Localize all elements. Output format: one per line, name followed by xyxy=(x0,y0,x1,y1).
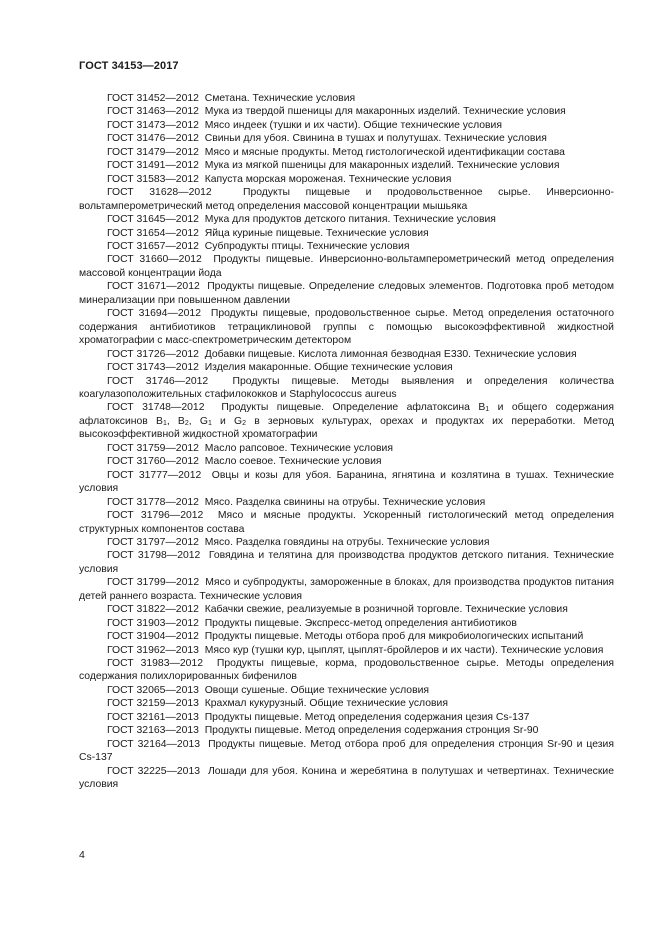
list-item xyxy=(79,697,614,710)
standard-code: ГОСТ 31583—2012 xyxy=(107,173,199,185)
standard-code: ГОСТ 31777—2012 xyxy=(107,469,202,481)
standard-title: Продукты пищевые. Определение афлатоксина $B_1$ и общего содержания афлатоксинов $B_1$, $B_2$, $G_1$ и $G_2$ в зерновых культурах, орехах и продуктах их переработки. Метод высокоэффективной жидкостной хроматографии xyxy=(79,402,614,441)
standard-title: Продукты пищевые и продовольственное сырье. Инверсионно-вольтамперометрический метод определения массовой концентрации мышьяка xyxy=(79,187,614,212)
standard-title: Мясо индеек (тушки и их части). Общие технические условия xyxy=(204,119,502,131)
list-item xyxy=(79,724,614,737)
list-item xyxy=(79,361,614,374)
list-item xyxy=(79,536,614,549)
list-item xyxy=(79,105,614,118)
standard-code: ГОСТ 31628—2012 xyxy=(107,187,212,199)
standard-code: ГОСТ 31797—2012 xyxy=(107,536,199,548)
page-number: 4 xyxy=(79,849,85,861)
standard-code: ГОСТ 31660—2012 xyxy=(107,254,202,266)
standard-title: Продукты пищевые. Методы выявления и определения количества коагулазоположительных стафилококков и Staphylococcus aureus xyxy=(79,375,615,400)
list-item xyxy=(79,173,614,186)
list-item xyxy=(79,455,614,468)
list-item xyxy=(79,146,614,159)
standard-title: Крахмал кукурузный. Общие технические условия xyxy=(204,698,448,710)
document-header: ГОСТ 34153—2017 xyxy=(79,60,179,72)
list-item xyxy=(79,159,614,172)
standard-code: ГОСТ 31473—2012 xyxy=(107,119,199,131)
standard-code: ГОСТ 31654—2012 xyxy=(107,227,199,239)
standard-code: ГОСТ 31463—2012 xyxy=(107,106,199,118)
list-item xyxy=(79,253,614,280)
standard-title: Кабачки свежие, реализуемые в розничной торговле. Технические условия xyxy=(204,604,568,616)
standard-title: Мука для продуктов детского питания. Технические условия xyxy=(204,214,496,226)
list-item xyxy=(79,711,614,724)
list-item xyxy=(79,603,614,616)
list-item xyxy=(79,227,614,240)
standard-code: ГОСТ 31904—2012 xyxy=(107,631,199,643)
standard-code: ГОСТ 31760—2012 xyxy=(107,456,199,468)
standard-code: ГОСТ 31452—2012 xyxy=(107,93,199,104)
standard-title: Продукты пищевые. Метод отбора проб для определения стронция Sr-90 и цезия Cs-137 xyxy=(79,738,614,764)
standard-code: ГОСТ 31796—2012 xyxy=(107,510,204,522)
standard-title: Продукты пищевые, корма, продовольственное сырье. Методы определения содержания полихлорированных бифенилов xyxy=(79,658,615,683)
list-item xyxy=(79,644,614,657)
standard-title: Мясо. Разделка говядины на отрубы. Технические условия xyxy=(204,536,490,548)
list-item xyxy=(79,92,614,105)
standard-code: ГОСТ 31903—2012 xyxy=(107,617,199,629)
standard-code: ГОСТ 31778—2012 xyxy=(107,496,199,508)
standard-code: ГОСТ 31962—2013 xyxy=(107,644,199,656)
standard-code: ГОСТ 32163—2013 xyxy=(107,725,199,737)
standard-code: ГОСТ 31799—2012 xyxy=(107,577,200,589)
list-item xyxy=(79,765,614,792)
list-item xyxy=(79,496,614,509)
standard-title: Овцы и козы для убоя. Баранина, ягнятина и козлятина в тушах. Технические условия xyxy=(79,469,615,495)
list-item xyxy=(79,630,614,643)
standard-code: ГОСТ 31476—2012 xyxy=(107,133,199,145)
list-item xyxy=(79,132,614,145)
standard-title: Изделия макаронные. Общие технические условия xyxy=(204,362,453,374)
list-item xyxy=(79,442,614,455)
standard-title: Добавки пищевые. Кислота лимонная безводная Е330. Технические условия xyxy=(204,348,577,360)
list-item xyxy=(79,684,614,697)
list-item xyxy=(79,549,614,576)
standard-code: ГОСТ 31726—2012 xyxy=(107,348,199,360)
standard-code: ГОСТ 32225—2013 xyxy=(107,765,200,777)
standard-code: ГОСТ 31479—2012 xyxy=(107,146,199,158)
list-item xyxy=(79,280,614,307)
standard-code: ГОСТ 31759—2012 xyxy=(107,442,199,454)
list-item xyxy=(79,738,614,765)
standard-title: Мука из мягкой пшеницы для макаронных изделий. Технические условия xyxy=(204,160,560,172)
standard-title: Яйца куриные пищевые. Технические условия xyxy=(204,227,429,239)
list-item xyxy=(79,509,614,536)
standard-title: Мясо и мясные продукты. Метод гистологической идентификации состава xyxy=(204,146,565,158)
standard-code: ГОСТ 31491—2012 xyxy=(107,160,199,172)
list-item xyxy=(79,657,614,684)
standard-title: Масло рапсовое. Технические условия xyxy=(204,442,393,454)
list-item xyxy=(79,119,614,132)
standard-code: ГОСТ 32161—2013 xyxy=(107,711,199,723)
standard-code: ГОСТ 31983—2012 xyxy=(107,658,203,670)
standard-title: Продукты пищевые. Метод определения содержания стронция Sr-90 xyxy=(204,725,539,737)
standard-title: Овощи сушеные. Общие технические условия xyxy=(204,684,430,696)
standard-title: Продукты пищевые. Определение следовых элементов. Подготовка проб методом минерализации при повышенном давлении xyxy=(79,281,614,306)
standard-code: ГОСТ 31748—2012 xyxy=(107,402,205,414)
list-item xyxy=(79,307,614,347)
standard-code: ГОСТ 32065—2013 xyxy=(107,684,199,696)
list-item xyxy=(79,617,614,630)
standard-title: Продукты пищевые. Метод определения содержания цезия Cs-137 xyxy=(204,711,530,723)
standard-title: Мясо кур (тушки кур, цыплят, цыплят-бройлеров и их части). Технические условия xyxy=(204,644,604,656)
standard-title: Продукты пищевые. Методы отбора проб для микробиологических испытаний xyxy=(204,631,584,643)
standard-code: ГОСТ 31746—2012 xyxy=(107,375,209,387)
standards-list xyxy=(79,92,614,792)
standard-code: ГОСТ 31671—2012 xyxy=(107,281,200,293)
list-item xyxy=(79,348,614,361)
standard-title: Продукты пищевые. Экспресс-метод определения антибиотиков xyxy=(204,617,517,629)
standard-title: Говядина и телятина для производства продуктов детского питания. Технические условия xyxy=(79,550,615,575)
standard-title: Лошади для убоя. Конина и жеребятина в полутушах и четвертинах. Технические условия xyxy=(79,765,614,791)
standard-code: ГОСТ 31694—2012 xyxy=(107,308,201,320)
standard-title: Мясо и субпродукты, замороженные в блоках, для производства продуктов питания детей раннего возраста. Технические условия xyxy=(79,577,615,602)
standard-title: Субпродукты птицы. Технические условия xyxy=(204,240,410,252)
standard-title: Продукты пищевые. Инверсионно-вольтамперометрический метод определения массовой концентрации йода xyxy=(79,254,614,279)
standard-title: Капуста морская мороженая. Технические условия xyxy=(204,173,452,185)
standard-code: ГОСТ 32159—2013 xyxy=(107,698,199,710)
standard-title: Масло соевое. Технические условия xyxy=(204,456,382,468)
standard-title: Продукты пищевые, продовольственное сырье. Метод определения остаточного содержания антибиотиков тетрациклиновой группы с помощью высокоэффективной жидкостной хроматографии с масс-спектрометрическим детектором xyxy=(79,308,615,347)
standard-title: Свиньи для убоя. Свинина в тушах и полутушах. Технические условия xyxy=(204,133,547,145)
standard-code: ГОСТ 31822—2012 xyxy=(107,604,199,616)
standard-title: Мясо. Разделка свинины на отрубы. Технические условия xyxy=(204,496,486,508)
list-item xyxy=(79,576,614,603)
standard-code: ГОСТ 31798—2012 xyxy=(107,550,201,562)
standard-title: Мука из твердой пшеницы для макаронных изделий. Технические условия xyxy=(204,106,566,118)
standard-code: ГОСТ 31645—2012 xyxy=(107,214,199,226)
list-item xyxy=(79,186,614,213)
list-item xyxy=(79,469,614,496)
standard-code: ГОСТ 32164—2013 xyxy=(107,738,201,750)
list-item xyxy=(79,213,614,226)
standard-title: Сметана. Технические условия xyxy=(204,93,356,104)
list-item xyxy=(79,240,614,253)
standard-code: ГОСТ 31657—2012 xyxy=(107,240,199,252)
standard-title: Мясо и мясные продукты. Ускоренный гистологический метод определения структурных компонентов состава xyxy=(79,510,615,535)
list-item xyxy=(79,401,614,441)
standard-code: ГОСТ 31743—2012 xyxy=(107,362,199,374)
list-item xyxy=(79,375,614,402)
